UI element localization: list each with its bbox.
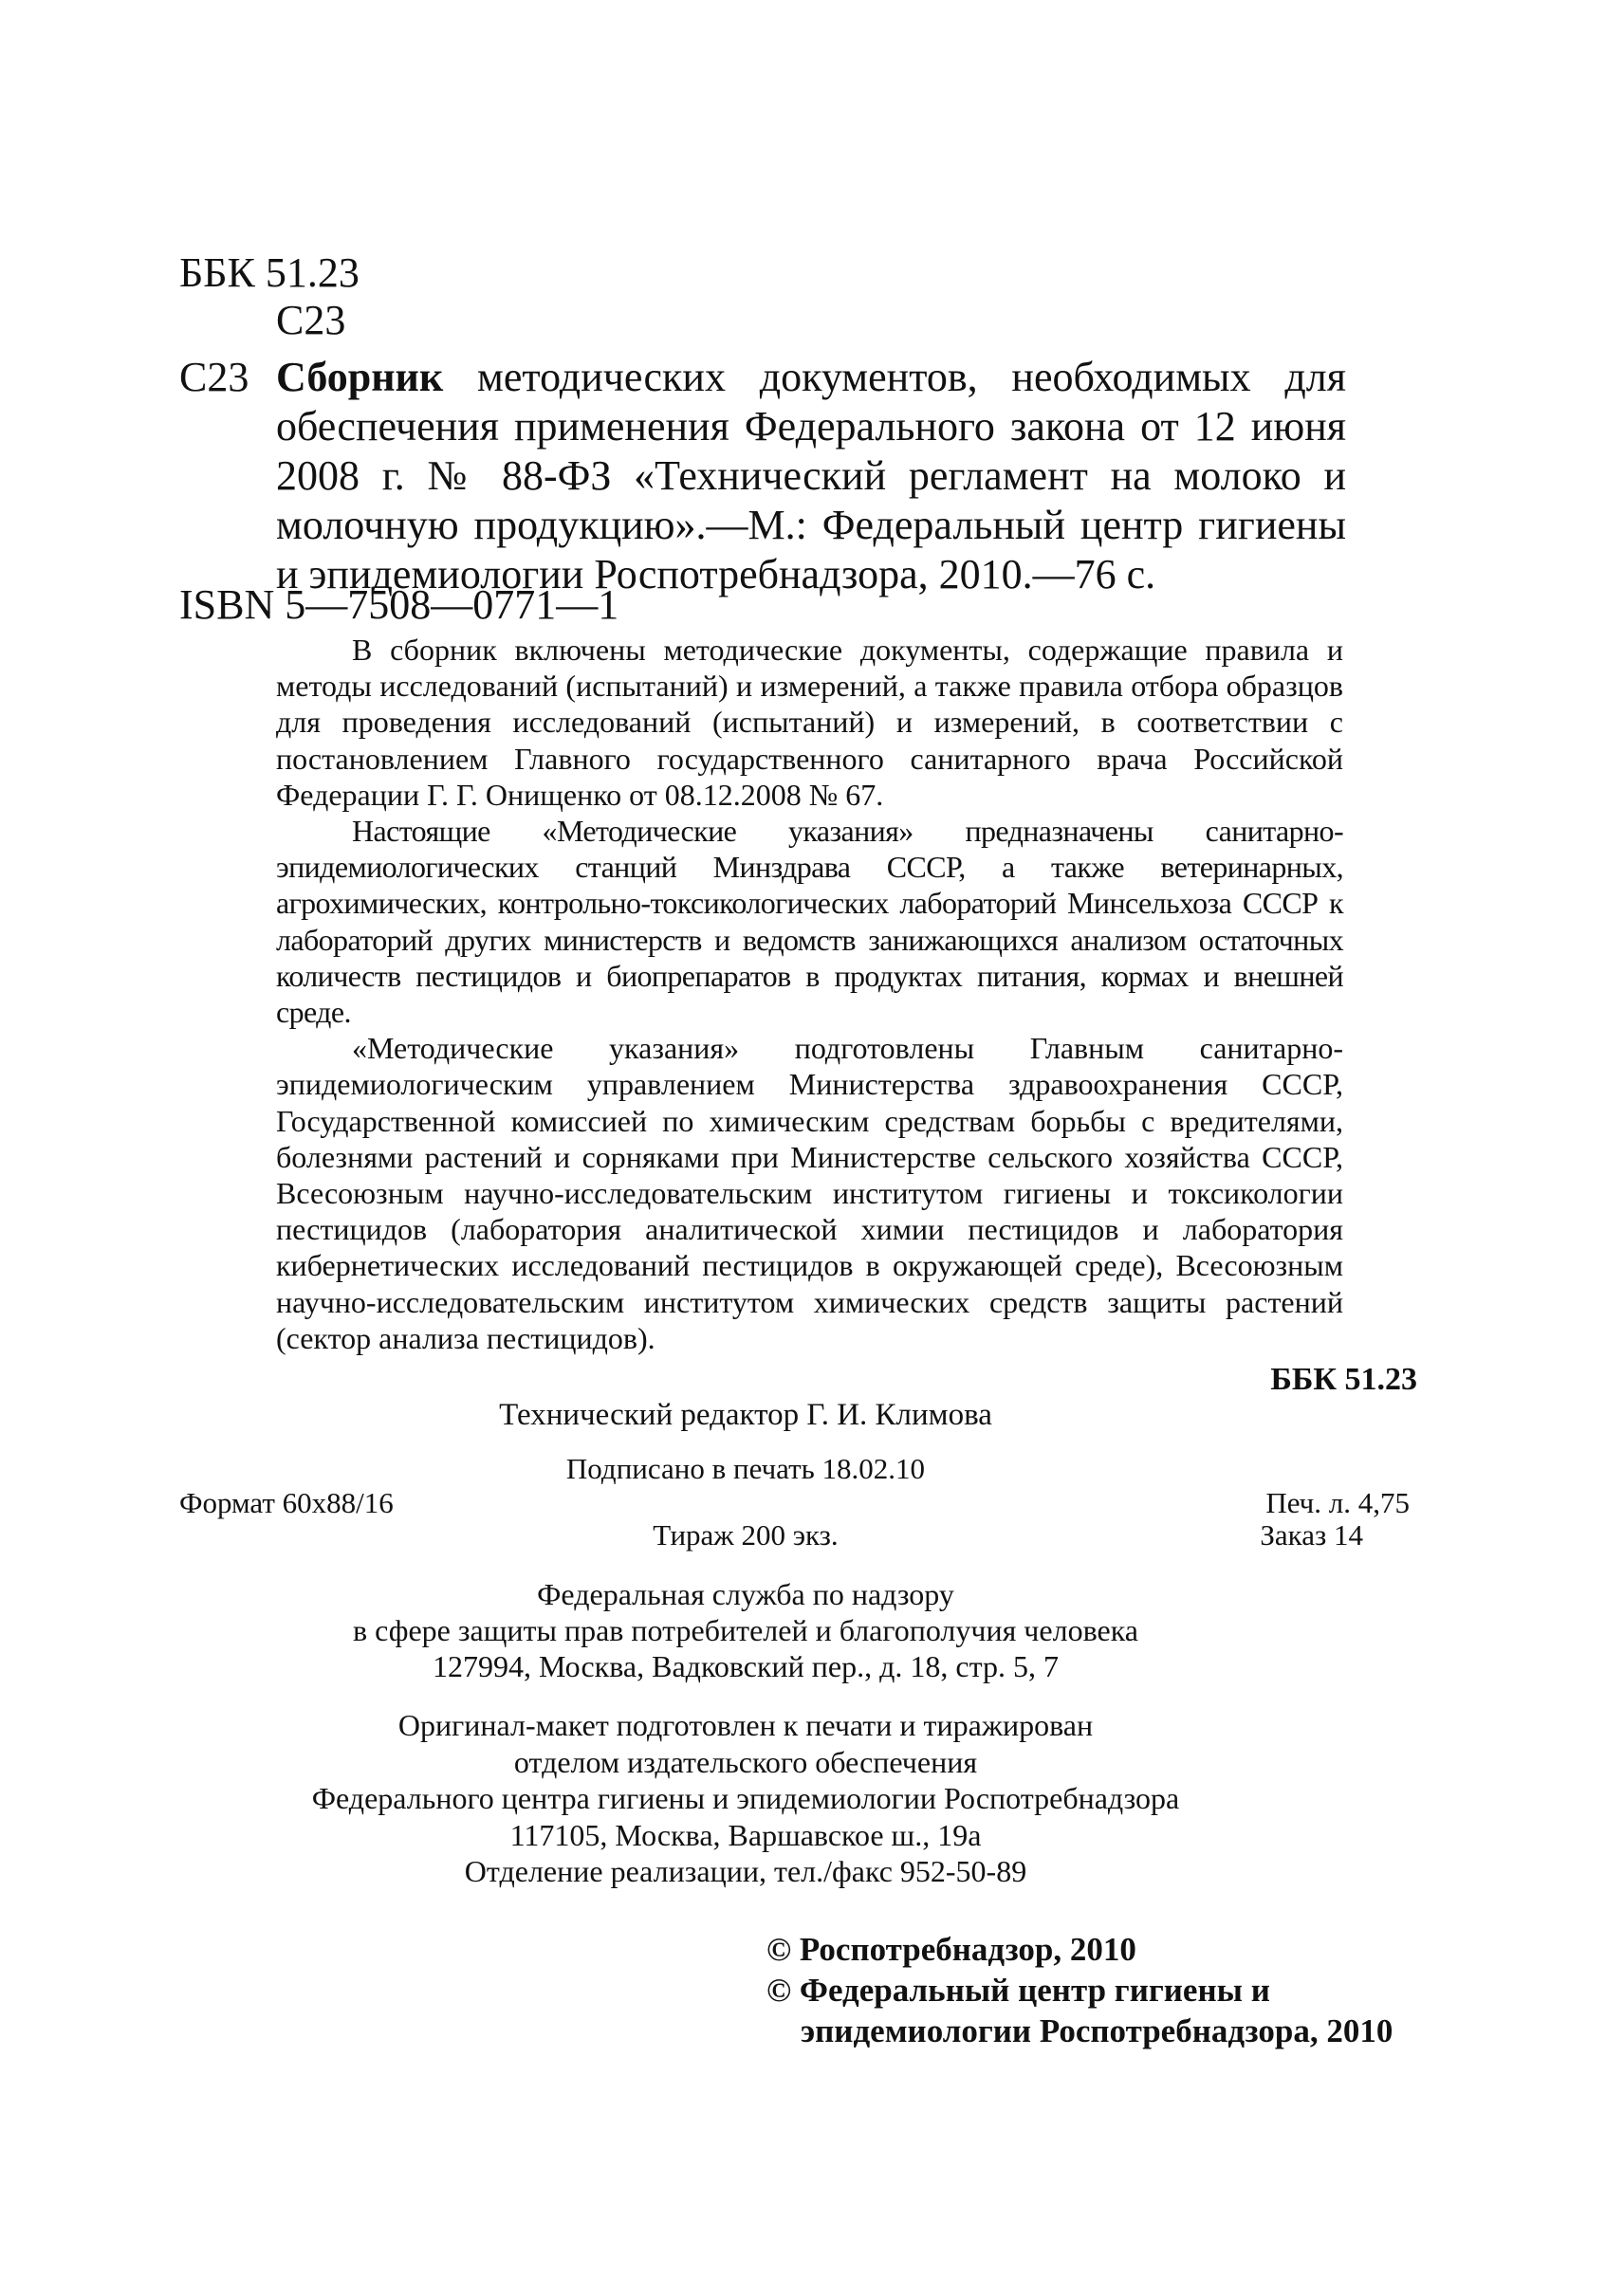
author-sign: С23 bbox=[276, 297, 346, 343]
layout-maker-block bbox=[0, 1707, 1624, 1890]
print-run: Тираж 200 экз. bbox=[653, 1518, 839, 1552]
annotation-paragraph: «Методические указания» подготовлены Главным санитарно-эпидемиологическим управлением Министерства здравоохранения СССР, Государственной комиссией по химическим средствам борьбы с вредителями, болезнями растений и сорняками при Министерстве сельского хозяйства СССР, Всесоюзным научно-исследовательским институтом гигиены и токсикологии пестицидов (лаборатория аналитической химии пестицидов и лаборатория кибернетических исследований пестицидов в окружающей среде), Всесоюзным научно-исследовательским институтом химических средств защиты растений (сектор анализа пестицидов). bbox=[276, 1031, 1343, 1355]
bbk-index-bottom: ББК 51.23 bbox=[1270, 1362, 1417, 1397]
copyright-line: © Федеральный центр гигиены и bbox=[766, 1972, 1270, 2009]
signed-to-print: Подписано в печать 18.02.10 bbox=[565, 1452, 926, 1485]
format: Формат 60x88/16 bbox=[179, 1486, 394, 1519]
publisher-line: в сфере защиты прав потребителей и благополучия человека bbox=[353, 1613, 1138, 1647]
annotation-paragraph: В сборник включены методические документы, содержащие правила и методы исследований (испытаний) и измерений, а также правила отбора образцов для проведения исследований (испытаний) и измерений, в соответствии с постановлением Главного государственного санитарного врача Российской Федерации Г. Г. Онищенко от 08.12.2008 № 67. bbox=[276, 633, 1343, 812]
bbk-index: ББК 51.23 bbox=[179, 249, 360, 296]
publisher-line: 127994, Москва, Вадковский пер., д. 18, стр. 5, 7 bbox=[433, 1649, 1059, 1683]
copyright-block bbox=[766, 1929, 1393, 2051]
publisher-line: Федеральная служба по надзору bbox=[537, 1577, 954, 1611]
maker-line: 117105, Москва, Варшавское ш., 19а bbox=[509, 1817, 982, 1852]
isbn: ISBN 5—7508—0771—1 bbox=[179, 581, 619, 628]
bibliographic-entry bbox=[276, 353, 1346, 599]
maker-line: отделом издательского обеспечения bbox=[513, 1744, 978, 1779]
maker-line: Оригинал-макет подготовлен к печати и тиражирован bbox=[397, 1708, 1094, 1742]
annotation-paragraph: Настоящие «Методические указания» предназначены санитарно-эпидемиологических станций Минздрава СССР, а также ветеринарных, агрохимических, контрольно-токсикологических лабораторий Минсельхоза СССР к лабораторий других министерств и ведомств занижающихся анализом остаточных количеств пестицидов и биопрепаратов в продуктах питания, кормах и внешней среде. bbox=[276, 814, 1343, 1030]
maker-line: Отделение реализации, тел./факс 952-50-89 bbox=[464, 1854, 1027, 1888]
entry-author-sign: С23 bbox=[179, 354, 249, 400]
copyright-line: © Роспотребнадзор, 2010 bbox=[766, 1931, 1136, 1968]
annotation bbox=[276, 632, 1343, 1356]
printed-sheets: Печ. л. 4,75 bbox=[1265, 1486, 1410, 1519]
entry-title-bold: Сборник bbox=[276, 354, 444, 400]
entry-title-rest: методических документов, необходимых для обеспечения применения Федерального закона от 12 июня 2008 г. № 88-ФЗ «Технический регламент на молоко и молочную продукцию».—М.: Федеральный центр гигиены и эпидемиологии Роспотребнадзора, 2010.—76 с. bbox=[276, 354, 1346, 597]
publisher-block bbox=[0, 1576, 1624, 1684]
maker-line: Федерального центра гигиены и эпидемиологии Роспотребнадзора bbox=[311, 1781, 1180, 1815]
copyright-line: эпидемиологии Роспотребнадзора, 2010 bbox=[801, 2012, 1393, 2049]
order-number: Заказ 14 bbox=[1260, 1518, 1363, 1552]
tech-editor: Технический редактор Г. И. Климова bbox=[499, 1398, 992, 1432]
